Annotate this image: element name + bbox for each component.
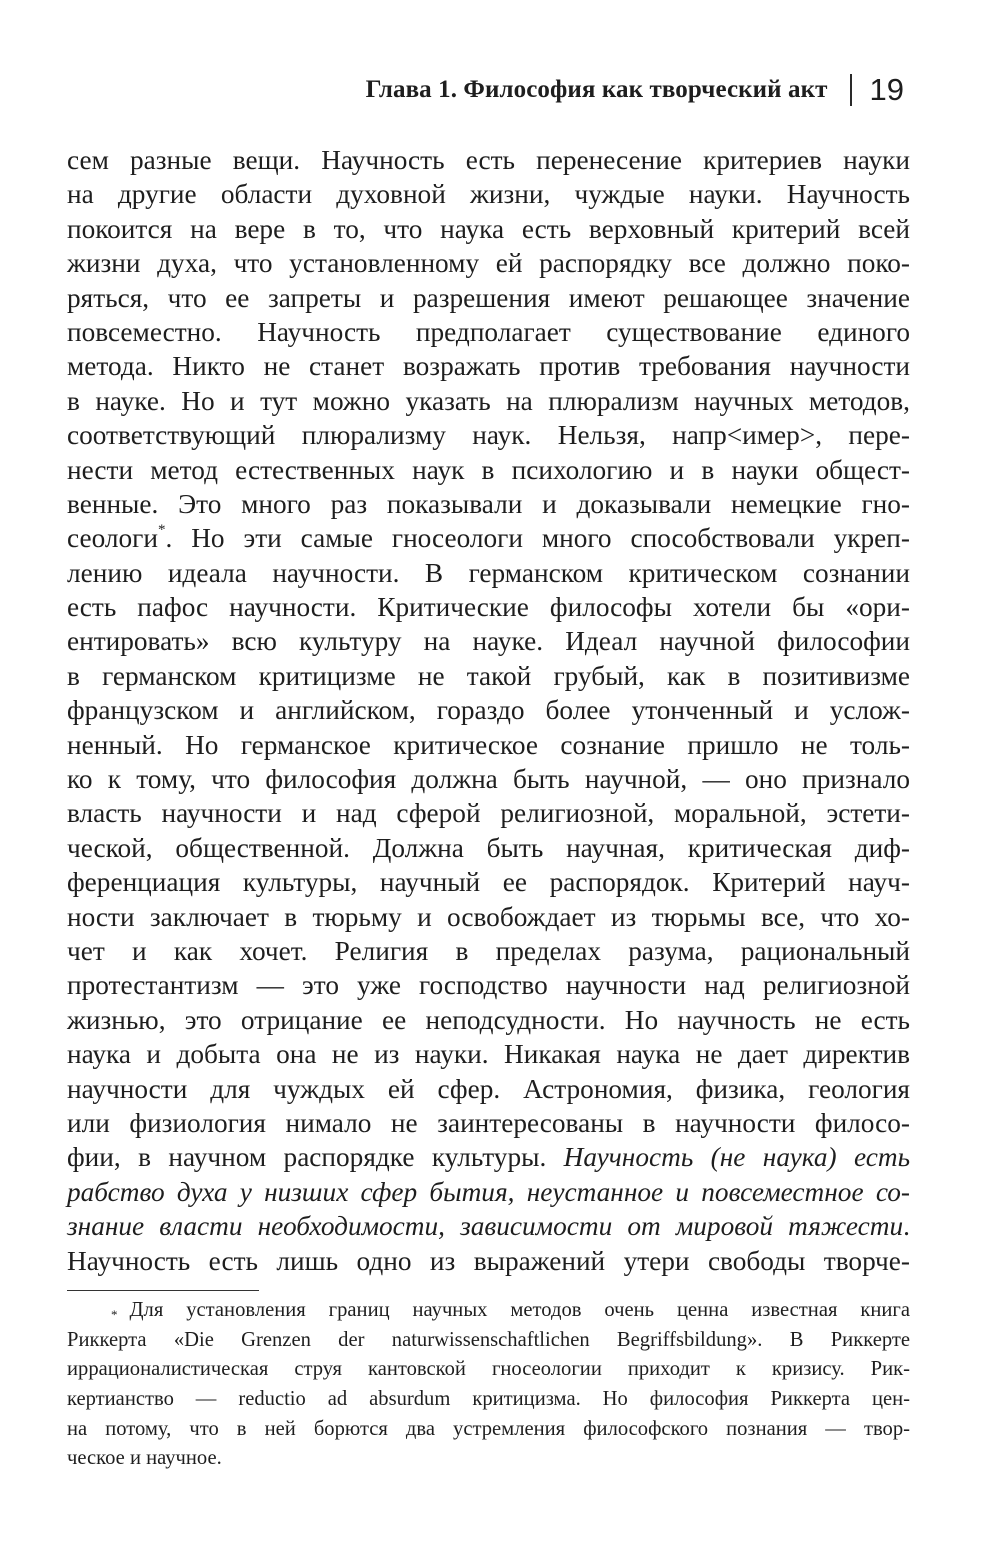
text-line: или физиология нимало не заинтересованы в научности филосо- <box>67 1107 910 1138</box>
text-line: соответствующий плюрализму наук. Нельзя, напр<имер>, пере- <box>67 420 910 451</box>
text-line: ческой, общественной. Должна быть научная, критическая диф- <box>67 832 910 863</box>
main-text <box>67 143 910 1278</box>
text-line: ненный. Но германское критическое сознание пришло не толь- <box>67 729 910 760</box>
text-line: власть научности и над сферой религиозной, моральной, эстети- <box>67 798 910 829</box>
emphasized-text: Научность (не наука) есть <box>563 1142 910 1173</box>
emphasized-text: рабство духа у низших сфер бытия, неустанное и повсеместное со- <box>67 1176 910 1207</box>
text-line: ференциация культуры, научный ее распорядок. Критерий науч- <box>67 867 910 898</box>
text-line: наука и добыта она не из науки. Никакая наука не дает директив <box>67 1039 910 1070</box>
text-line: покоится на вере в то, что наука есть верховный критерий всей <box>67 213 910 244</box>
text-line: Научность есть лишь одно из выражений утери свободы творче- <box>67 1245 910 1276</box>
text-line <box>67 1175 910 1209</box>
text-line: знание власти необходимости, зависимости от мировой тяжести. <box>67 1211 910 1242</box>
text-line: в науке. Но и тут можно указать на плюрализм научных методов, <box>67 385 910 416</box>
footnote-reference[interactable]: * <box>157 522 166 539</box>
text-line: ности заключает в тюрьму и освобождает из тюрьмы все, что хо- <box>67 901 910 932</box>
footnote-line: на потому, что в ней борются два устремления философского познания — твор- <box>67 1417 910 1440</box>
footnote-line: ческое и научное. <box>67 1447 222 1470</box>
text-line: жизни духа, что установленному ей распорядку все должно поко- <box>67 248 910 279</box>
text-line: ко к тому, что философия должна быть научной, — оно признало <box>67 764 910 795</box>
running-header <box>366 72 904 108</box>
text-line: повсеместно. Научность предполагает существование единого <box>67 316 910 347</box>
text-line: метода. Никто не станет возражать против требования научности <box>67 351 910 382</box>
footnote-line: * Для установления границ научных методов очень ценна известная книга <box>111 1299 910 1322</box>
text-line: ентировать» всю культуру на науке. Идеал научной философии <box>67 626 910 657</box>
footnote-line: иррационалистическая струя кантовской гносеологии приходит к кризису. Рик- <box>67 1358 910 1381</box>
footnote-line: кертианство — reductio ad absurdum критицизма. Но философия Риккерта цен- <box>67 1388 910 1411</box>
page-number: 19 <box>869 72 904 107</box>
text-line: венные. Это много раз показывали и доказывали немецкие гно- <box>67 488 910 519</box>
text-line: фии, в научном распорядке культуры. Научность (не наука) есть <box>67 1142 910 1173</box>
header-separator <box>850 74 852 106</box>
text-line: сем разные вещи. Научность есть перенесение критериев науки <box>67 145 910 175</box>
footnote <box>67 1296 910 1474</box>
text-line: есть пафос научности. Критические философы хотели бы «ори- <box>67 592 910 623</box>
text-line: французском и английском, гораздо более утонченный и услож- <box>67 695 910 726</box>
text-line: сеологи*. Но эти самые гносеологи много способствовали укреп- <box>67 522 910 554</box>
text-line: ряться, что ее запреты и разрешения имеют решающее значение <box>67 282 910 313</box>
emphasized-text: знание власти необходимости, зависимости от мировой тяжести <box>67 1211 904 1242</box>
text-line: научности для чуждых ей сфер. Астрономия, физика, геология <box>67 1073 910 1104</box>
text-line: жизнью, это отрицание ее неподсудности. Но научность не есть <box>67 1004 910 1035</box>
text-line: на другие области духовной жизни, чуждые науки. Научность <box>67 179 910 210</box>
text-line: в германском критицизме не такой грубый, как в позитивизме <box>67 660 910 691</box>
footnote-marker: * <box>111 1307 118 1322</box>
text-line: чет и как хочет. Религия в пределах разума, рациональный <box>67 935 910 966</box>
text-line: нести метод естественных наук в психологию и в науки общест- <box>67 454 910 485</box>
footnote-divider <box>67 1290 259 1291</box>
footnote-line: Риккерта «Die Grenzen der naturwissenschaftlichen Begriffsbildung». В Риккерте <box>67 1328 910 1351</box>
text-line: протестантизм — это уже господство научности над религиозной <box>67 970 910 1001</box>
text-line: лению идеала научности. В германском критическом сознании <box>67 557 910 588</box>
chapter-title: Глава 1. Философия как творческий акт <box>365 76 828 103</box>
